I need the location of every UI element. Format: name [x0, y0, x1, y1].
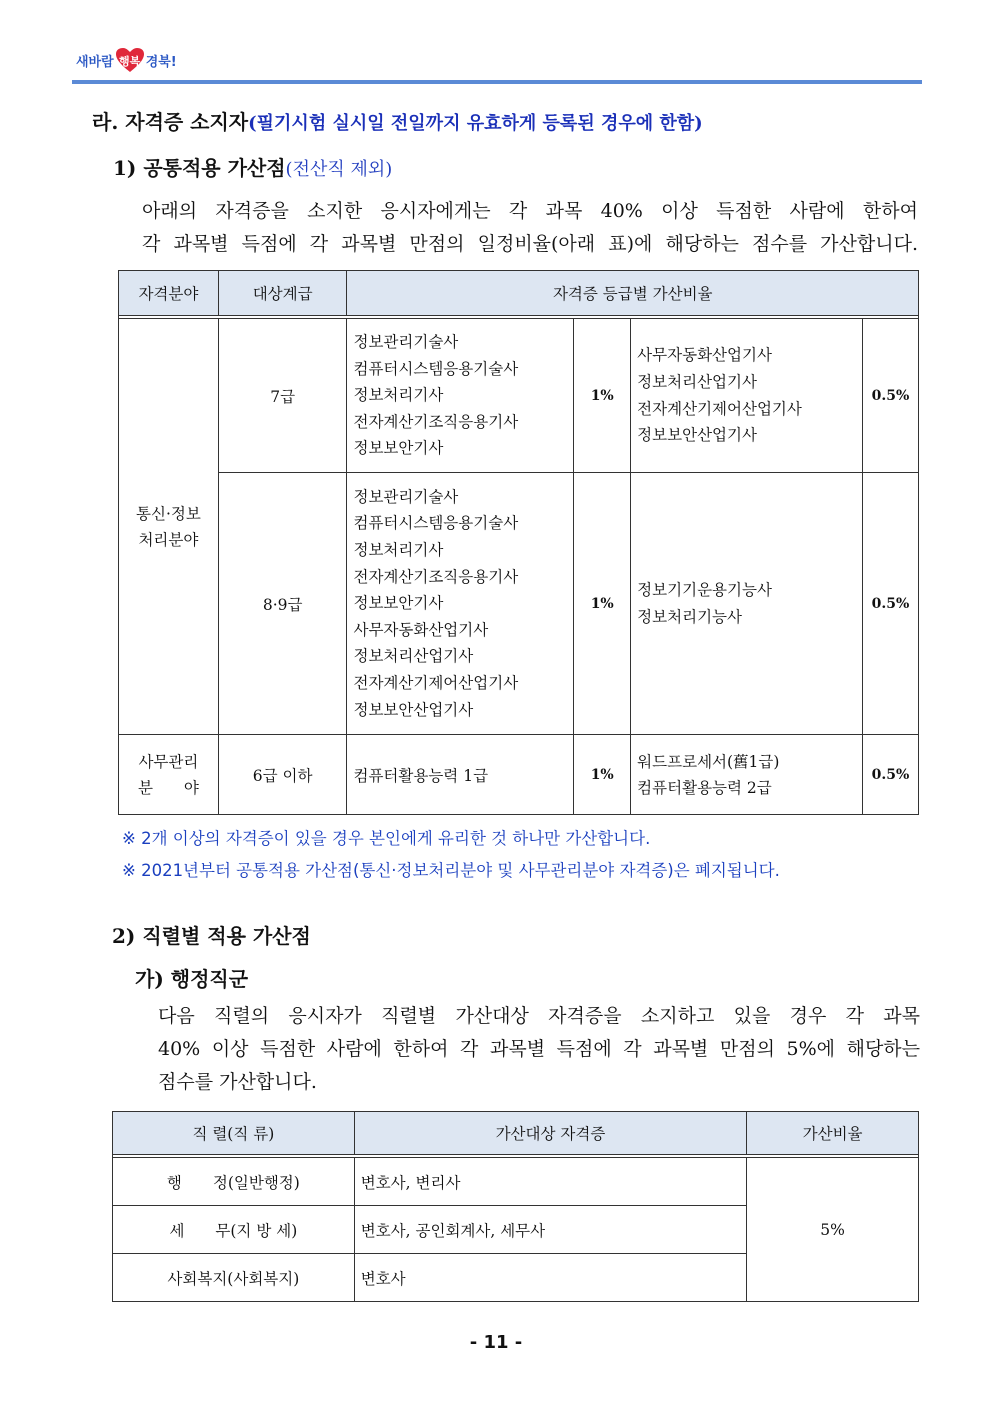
table-row — [113, 1158, 919, 1206]
subsection-1-heading: 1) 공통적용 가산점(전산직 제외) — [113, 156, 393, 180]
cert-list: 컴퓨터활용능력 1급 — [347, 735, 574, 815]
logo-text-1: 새바람 — [76, 54, 114, 70]
series-bonus-table — [112, 1111, 919, 1302]
percent-cell: 1% — [574, 319, 631, 473]
table-header-cell: 자격분야 — [119, 271, 219, 316]
section-heading: 라. 자격증 소지자(필기시험 실시일 전일까지 유효하게 등록된 경우에 한함) — [92, 110, 703, 134]
rate-cell: 5% — [747, 1158, 919, 1302]
percent-cell: 0.5% — [862, 473, 918, 735]
cert-cell: 변호사, 변리사 — [354, 1158, 746, 1206]
percent-cell: 1% — [574, 735, 631, 815]
cert-cell: 변호사 — [354, 1254, 746, 1302]
table-header-row — [119, 271, 919, 316]
grade-cell: 8·9급 — [218, 473, 347, 735]
table-row — [119, 319, 919, 473]
logo-text-3: 경북! — [145, 54, 177, 70]
table-header-row — [113, 1112, 919, 1155]
table-header-cell: 가산대상 자격증 — [354, 1112, 746, 1155]
table-header-cell: 가산비율 — [747, 1112, 919, 1155]
series-cell: 세 무(지 방 세) — [113, 1206, 355, 1254]
section-heading-paren: (필기시험 실시일 전일까지 유효하게 등록된 경우에 한함) — [248, 113, 703, 134]
cert-list: 정보관리기술사 컴퓨터시스템응용기술사 정보처리기사 전자계산기조직응용기사 정보보안기사 사무자동화산업기사 정보처리산업기사 전자계산기제어산업기사 정보보안산업기사 — [347, 473, 574, 735]
series-cell: 행 정(일반행정) — [113, 1158, 355, 1206]
heart-icon — [115, 47, 145, 73]
table-row — [119, 735, 919, 815]
page-number: - 11 - — [469, 1332, 523, 1353]
table-header-cell: 직 렬(직 류) — [113, 1112, 355, 1155]
note-2: ※ 2021년부터 공통적용 가산점(통신·정보처리분야 및 사무관리분야 자격증)은 폐지됩니다. — [122, 861, 780, 880]
table-row — [119, 473, 919, 735]
percent-cell: 0.5% — [862, 319, 918, 473]
note-1: ※ 2개 이상의 자격증이 있을 경우 본인에게 유리한 것 하나만 가산합니다. — [122, 829, 651, 848]
subsection-1-paragraph: 아래의 자격증을 소지한 응시자에게는 각 과목 40% 이상 득점한 사람에 한하여 각 과목별 득점에 각 과목별 만점의 일정비율(아래 표)에 해당하는 점수를 가산합니다. — [142, 200, 918, 255]
percent-cell: 1% — [574, 473, 631, 735]
cert-list: 사무자동화산업기사 정보처리산업기사 전자계산기제어산업기사 정보보안산업기사 — [631, 319, 863, 473]
common-bonus-table — [118, 270, 919, 815]
field-cell: 통신·정보 처리분야 — [119, 319, 219, 735]
logo-text-2: 행복 — [119, 55, 141, 68]
series-cell: 사회복지(사회복지) — [113, 1254, 355, 1302]
logo — [76, 46, 177, 74]
field-cell: 사무관리 분 야 — [119, 735, 219, 815]
grade-cell: 6급 이하 — [218, 735, 347, 815]
cert-list: 정보기기운용기능사 정보처리기능사 — [631, 473, 863, 735]
cert-list: 워드프로세서(舊1급) 컴퓨터활용능력 2급 — [631, 735, 863, 815]
subsection-2-paragraph: 다음 직렬의 응시자가 직렬별 가산대상 자격증을 소지하고 있을 경우 각 과목 40% 이상 득점한 사람에 한하여 각 과목별 득점에 각 과목별 만점의 5%에 해당하는 점수를 가산합니다. — [158, 1005, 920, 1093]
table-header-cell: 자격증 등급별 가산비율 — [347, 271, 919, 316]
cert-list: 정보관리기술사 컴퓨터시스템응용기술사 정보처리기사 전자계산기조직응용기사 정보보안기사 — [347, 319, 574, 473]
percent-cell: 0.5% — [862, 735, 918, 815]
header-rule — [72, 80, 922, 84]
table-header-cell: 대상계급 — [218, 271, 347, 316]
subsection-1-paren: (전산직 제외) — [285, 159, 393, 180]
cert-cell: 변호사, 공인회계사, 세무사 — [354, 1206, 746, 1254]
grade-cell: 7급 — [218, 319, 347, 473]
subsection-2-subheading: 가) 행정직군 — [135, 967, 249, 991]
subsection-2-heading: 2) 직렬별 적용 가산점 — [112, 924, 311, 948]
